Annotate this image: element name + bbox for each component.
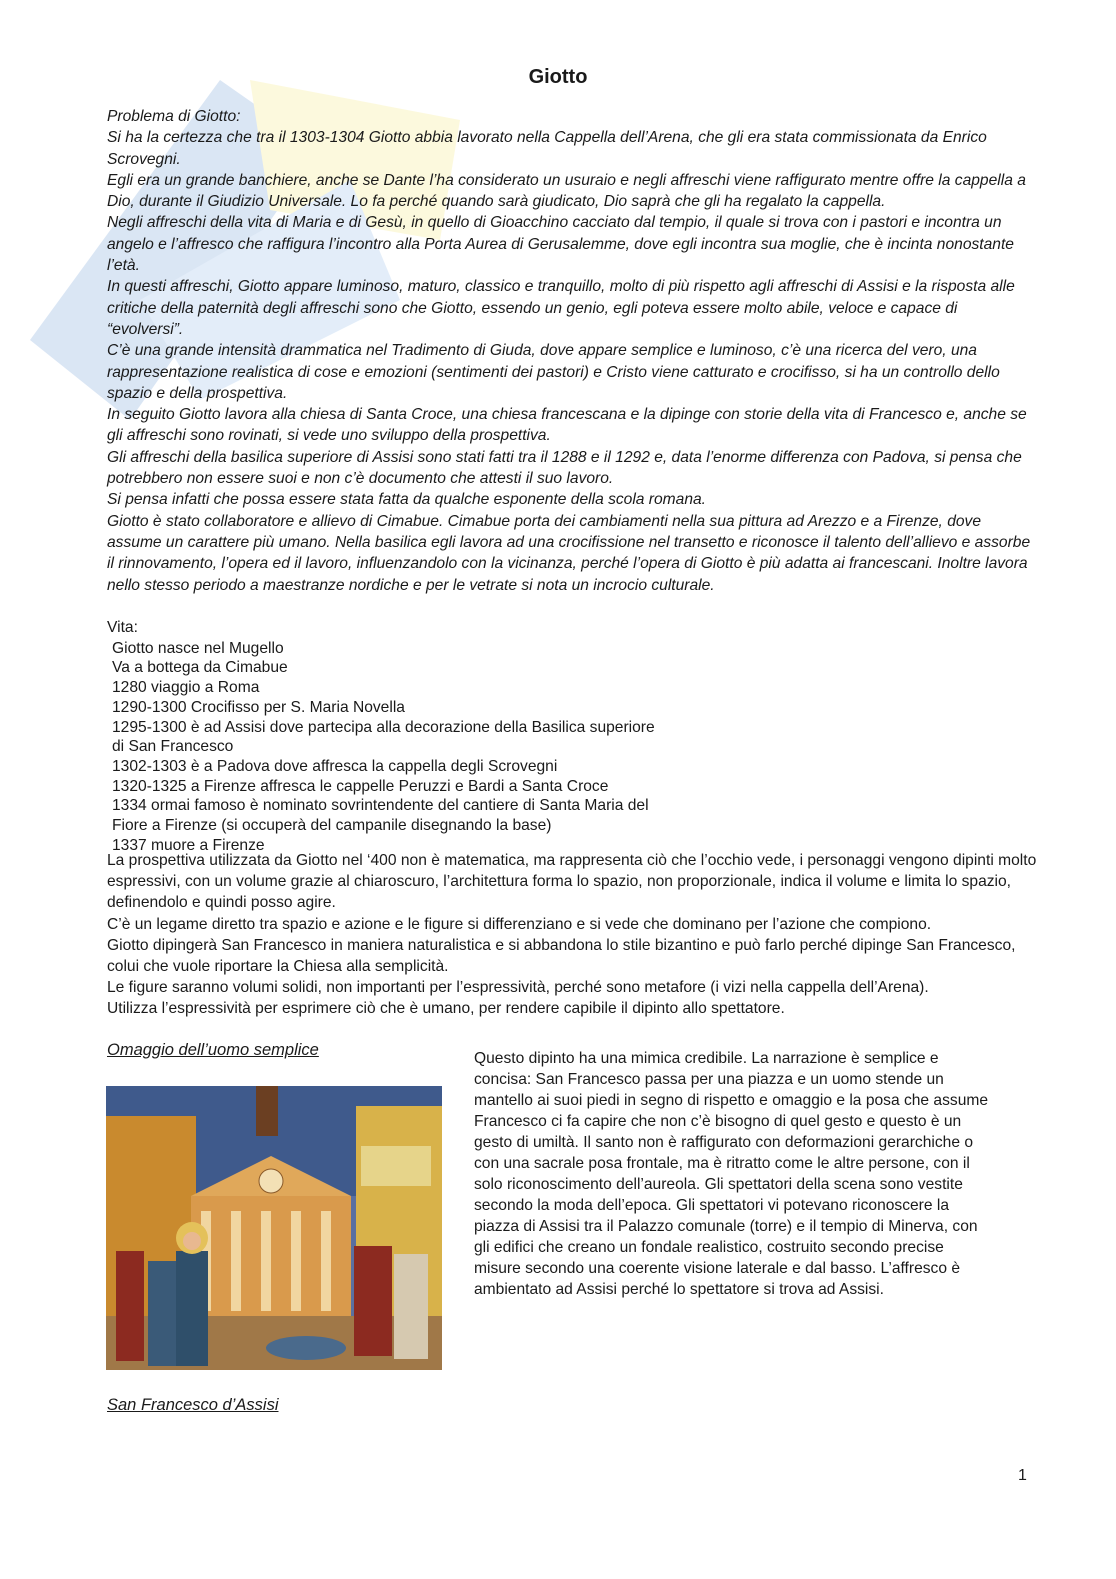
analysis-paragraph: Le figure saranno volumi solidi, non importanti per l’espressività, perché sono metafore (i vizi nella cappella dell’Arena). — [107, 979, 929, 997]
intro-paragraph: Giotto è stato collaboratore e allievo di Cimabue. Cimabue porta dei cambiamenti nella sua pittura ad Arezzo e a Firenze, dove assume un carattere più umano. Nella basilica egli lavora ad una crocifissione nel transetto e riconosce il talento dell’allievo e assorbe il rinnovamento, l’opera ed il lavoro, influenzandolo con la vicinanza, perché l’opera di Giotto è più adatta ai francescani. Inoltre lavora nello stesso periodo a maestranze nordiche e per le vetrate si nota un incrocio culturale. — [107, 512, 1031, 594]
intro-paragraph: C’è una grande intensità drammatica nel Tradimento di Giuda, dove appare semplice e luminoso, c’è una ricerca del vero, una rappresentazione realistica di cose e emozioni (sentimenti dei pastori) e Cristo viene catturato e crocifisso, si ha un controllo dello spazio e della prospettiva. — [107, 342, 1000, 402]
vita-item: Giotto nasce nel Mugello — [112, 639, 284, 657]
san-francesco-heading: San Francesco d’Assisi — [107, 1396, 279, 1414]
vita-item: 1280 viaggio a Roma — [112, 679, 260, 697]
intro-section — [107, 106, 1037, 596]
vita-item: 1290-1300 Crocifisso per S. Maria Novella — [112, 698, 405, 716]
analysis-paragraph: Giotto dipingerà San Francesco in maniera naturalistica e si abbandona lo stile bizantino e può farlo perché dipinge San Francesco, colui che vuole riportare la Chiesa alla semplicità. — [107, 936, 1016, 976]
omaggio-description: Questo dipinto ha una mimica credibile. La narrazione è semplice e concisa: San Francesco passa per una piazza e un uomo stende un mantello ai suoi piedi in segno di rispetto e omaggio e la posa che assume Francesco ci fa capire che non c’è bisogno di quel gesto e questo è un gesto di umiltà. Il santo non è raffigurato con deformazioni gerarchiche o con una sacrale posa frontale, ma è ritratto come le altre persone, con il solo riconoscimento dell’aureola. Gli spettatori della scena sono vestite secondo la moda dell’epoca. Gli spettatori vi potevano riconoscere la piazza di Assisi tra il Palazzo comunale (torre) e il tempio di Minerva, con gli edifici che creano un fondale realistico, costruito secondo precise misure secondo una coerente visione laterale e dal basso. L’affresco è ambientato ad Assisi perché lo spettatore si trova ad Assisi. — [474, 1050, 989, 1298]
vita-item: 1302-1303 è a Padova dove affresca la cappella degli Scrovegni — [112, 757, 558, 775]
vita-item: 1295-1300 è ad Assisi dove partecipa alla decorazione della Basilica superiore — [112, 718, 655, 736]
vita-item: 1334 ormai famoso è nominato sovrintendente del cantiere di Santa Maria del — [112, 797, 649, 815]
page-number: 1 — [1018, 1467, 1027, 1484]
omaggio-heading: Omaggio dell’uomo semplice — [107, 1041, 319, 1059]
vita-item: Va a bottega da Cimabue — [112, 659, 288, 677]
vita-item: Fiore a Firenze (si occuperà del campanile disegnando la base) — [112, 817, 552, 835]
intro-paragraph: Negli affreschi della vita di Maria e di Gesù, in quello di Gioacchino cacciato dal tempio, il quale si trova con i pastori e incontra un angelo e l’affresco che raffigura l’incontro alla Porta Aurea di Gerusalemme, dove egli incontra sua moglie, che è incinta nonostante l’età. — [107, 214, 1014, 275]
intro-paragraph: Egli era un grande banchiere, anche se Dante l’ha considerato un usuraio e negli affreschi viene raffigurato mentre offre la cappella a Dio, durante il Giudizio Universale. Lo fa perché quando sarà giudicato, Dio saprà che gli ha regalato la cappella. — [107, 171, 1026, 211]
intro-paragraph: Si pensa infatti che possa essere stata fatta da qualche esponente della scola romana. — [107, 491, 707, 509]
vita-item: 1320-1325 a Firenze affresca le cappelle Peruzzi e Bardi a Santa Croce — [112, 777, 609, 795]
fresco-image — [106, 1086, 442, 1370]
intro-paragraph: In questi affreschi, Giotto appare luminoso, maturo, classico e tranquillo, molto di più rispetto agli affreschi di Assisi e la risposta alle critiche della paternità degli affreschi sono che Giotto, essendo un genio, egli poteva essere molto abile, veloce e capace di “evolversi”. — [107, 278, 1015, 338]
intro-paragraph: Si ha la certezza che tra il 1303-1304 Giotto abbia lavorato nella Cappella dell’Arena, che gli era stata commissionata da Enrico Scrovegni. — [107, 129, 987, 168]
analysis-paragraph: C’è un legame diretto tra spazio e azione e le figure si differenziano e si vede che dominano per l’azione che compiono. — [107, 915, 932, 933]
intro-paragraph: In seguito Giotto lavora alla chiesa di Santa Croce, una chiesa francescana e la dipinge con storie della vita di Francesco e, anche se gli affreschi sono rovinati, si vede uno sviluppo della prospettiva. — [107, 406, 1027, 445]
page-title: Giotto — [528, 66, 588, 88]
intro-paragraph: Gli affreschi della basilica superiore di Assisi sono stati fatti tra il 1288 e il 1292 e, data l’enorme differenza con Padova, si pensa che potrebbero non essere suoi e non c’è documento che attesti il suo lavoro. — [107, 448, 1022, 488]
analysis-paragraph: La prospettiva utilizzata da Giotto nel ‘400 non è matematica, ma rappresenta ciò che l’occhio vede, i personaggi vengono dipinti molto espressivi, con un volume grazie al chiaroscuro, l’architettura forma lo spazio, non proporzionale, indica il volume e limita lo spazio, definendolo e quindi posso agire. — [107, 852, 1037, 912]
intro-paragraph: Problema di Giotto: — [107, 108, 241, 125]
analysis-section — [107, 850, 1037, 1020]
vita-list — [107, 639, 1037, 856]
analysis-paragraph: Utilizza l’espressività per esprimere ciò che è umano, per rendere capibile il dipinto allo spettatore. — [107, 1000, 785, 1018]
vita-item: di San Francesco — [112, 738, 234, 756]
vita-item: 1337 muore a Firenze — [112, 836, 265, 854]
vita-label: Vita: — [107, 619, 138, 636]
vita-section — [107, 618, 1037, 855]
